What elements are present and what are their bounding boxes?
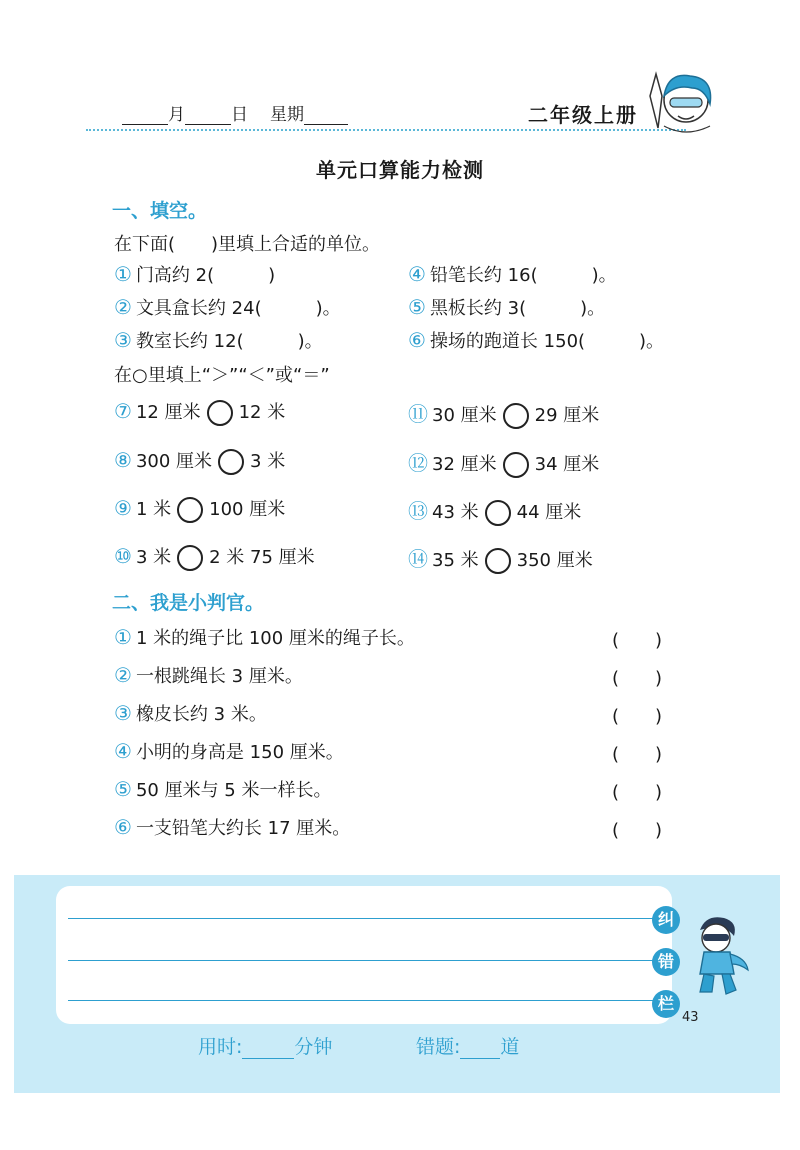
- compare-instruction: 在○里填上“＞”“＜”或“＝”: [114, 365, 330, 386]
- time-input[interactable]: [242, 1040, 294, 1059]
- judge-statement: 橡皮长约 3 米。: [135, 704, 267, 725]
- compare-circle[interactable]: [485, 500, 511, 526]
- header-divider: [86, 129, 686, 131]
- fill-item: [408, 327, 664, 353]
- time-unit: 分钟: [294, 1036, 333, 1058]
- fill-answer-4[interactable]: 铅笔长约 16( )。: [429, 265, 617, 286]
- compare-right: 3 米: [250, 451, 286, 472]
- day-blank[interactable]: [185, 106, 231, 125]
- judge-statement: 50 厘米与 5 米一样长。: [135, 780, 332, 801]
- fill-units-instruction: 在下面( )里填上合适的单位。: [114, 234, 381, 255]
- compare-right: 29 厘米: [534, 405, 600, 426]
- page-number: 43: [682, 1010, 699, 1025]
- time-spent: [198, 1032, 332, 1059]
- month-label: 月: [168, 105, 185, 125]
- correction-char: 错: [652, 948, 680, 976]
- item-number: ①: [114, 262, 132, 286]
- fill-answer-6[interactable]: 操场的跑道长 150( )。: [429, 331, 665, 352]
- item-number: ⑦: [114, 399, 132, 423]
- date-line: [122, 100, 348, 125]
- compare-right: 2 米 75 厘米: [209, 547, 315, 568]
- note-line[interactable]: [68, 960, 656, 961]
- compare-circle[interactable]: [503, 403, 529, 429]
- item-number: ⑥: [114, 815, 132, 839]
- judge-item: [114, 700, 267, 726]
- compare-item: [114, 398, 285, 426]
- item-number: ③: [114, 701, 132, 725]
- compare-circle[interactable]: [207, 400, 233, 426]
- correction-char: 纠: [652, 906, 680, 934]
- compare-left: 12 厘米: [135, 402, 201, 423]
- item-number: ②: [114, 295, 132, 319]
- month-blank[interactable]: [122, 106, 168, 125]
- correction-notes-area[interactable]: [56, 886, 672, 1024]
- fill-item: [114, 261, 275, 287]
- mascot-illustration-top: [628, 66, 720, 138]
- judge-statement: 一支铅笔大约长 17 厘米。: [135, 818, 351, 839]
- fill-answer-5[interactable]: 黑板长约 3( )。: [429, 298, 606, 319]
- item-number: ⑩: [114, 544, 132, 568]
- compare-item: [408, 398, 599, 429]
- judge-answer-box[interactable]: ( ): [612, 782, 663, 803]
- compare-left: 43 米: [432, 502, 479, 523]
- compare-right: 12 米: [238, 402, 286, 423]
- item-number: ⑬: [408, 499, 428, 523]
- compare-right: 100 厘米: [209, 499, 286, 520]
- compare-item: [114, 495, 285, 523]
- compare-left: 30 厘米: [432, 405, 497, 426]
- judge-item: [114, 776, 331, 802]
- compare-left: 32 厘米: [432, 454, 497, 475]
- compare-item: [114, 447, 285, 475]
- compare-circle[interactable]: [177, 497, 203, 523]
- fill-answer-1[interactable]: 门高约 2( ): [135, 265, 276, 286]
- item-number: ②: [114, 663, 132, 687]
- time-label: 用时:: [198, 1036, 243, 1058]
- compare-right: 34 厘米: [534, 454, 600, 475]
- compare-right: 350 厘米: [516, 550, 593, 571]
- item-number: ④: [408, 262, 426, 286]
- compare-circle[interactable]: [218, 449, 244, 475]
- day-label: 日: [231, 105, 248, 125]
- item-number: ⑧: [114, 448, 132, 472]
- week-blank[interactable]: [304, 106, 348, 125]
- judge-item: [114, 814, 350, 840]
- fill-answer-3[interactable]: 教室长约 12( )。: [135, 331, 323, 352]
- compare-item: [408, 495, 581, 526]
- mascot-illustration-bottom: [686, 912, 750, 1002]
- judge-answer-box[interactable]: ( ): [612, 706, 663, 727]
- item-number: ⑫: [408, 451, 428, 475]
- judge-statement: 小明的身高是 150 厘米。: [135, 742, 344, 763]
- error-count: [416, 1032, 519, 1059]
- errors-input[interactable]: [460, 1040, 500, 1059]
- judge-answer-box[interactable]: ( ): [612, 668, 663, 689]
- week-label: 星期: [270, 105, 304, 125]
- compare-left: 1 米: [135, 499, 172, 520]
- item-number: ③: [114, 328, 132, 352]
- judge-item: [114, 662, 303, 688]
- judge-answer-box[interactable]: ( ): [612, 820, 663, 841]
- item-number: ⑪: [408, 402, 428, 426]
- item-number: ⑤: [114, 777, 132, 801]
- judge-statement: 一根跳绳长 3 厘米。: [135, 666, 303, 687]
- item-number: ⑥: [408, 328, 426, 352]
- compare-right: 44 厘米: [516, 502, 582, 523]
- errors-unit: 道: [500, 1036, 520, 1058]
- grade-label: 二年级上册: [528, 103, 638, 127]
- page-title: 单元口算能力检测: [316, 158, 484, 182]
- compare-circle[interactable]: [503, 452, 529, 478]
- item-number: ①: [114, 625, 132, 649]
- judge-statement: 1 米的绳子比 100 厘米的绳子长。: [135, 628, 415, 649]
- item-number: ④: [114, 739, 132, 763]
- judge-item: [114, 738, 344, 764]
- section1-heading: 一、填空。: [112, 200, 208, 222]
- note-line[interactable]: [68, 918, 656, 919]
- judge-answer-box[interactable]: ( ): [612, 630, 663, 651]
- compare-left: 3 米: [135, 547, 172, 568]
- fill-item: [114, 327, 323, 353]
- compare-left: 300 厘米: [135, 451, 213, 472]
- compare-item: [408, 543, 593, 574]
- judge-item: [114, 624, 415, 650]
- item-number: ⑭: [408, 547, 428, 571]
- section2-heading: 二、我是小判官。: [112, 592, 265, 614]
- judge-answer-box[interactable]: ( ): [612, 744, 663, 765]
- fill-item: [114, 294, 341, 320]
- compare-circle[interactable]: [485, 548, 511, 574]
- compare-circle[interactable]: [177, 545, 203, 571]
- item-number: ⑤: [408, 295, 426, 319]
- note-line[interactable]: [68, 1000, 656, 1001]
- fill-item: [408, 261, 617, 287]
- fill-answer-2[interactable]: 文具盒长约 24( )。: [135, 298, 341, 319]
- fill-item: [408, 294, 605, 320]
- compare-left: 35 米: [432, 550, 479, 571]
- compare-item: [114, 543, 315, 571]
- compare-item: [408, 447, 599, 478]
- correction-char: 栏: [652, 990, 680, 1018]
- item-number: ⑨: [114, 496, 132, 520]
- errors-label: 错题:: [416, 1036, 461, 1058]
